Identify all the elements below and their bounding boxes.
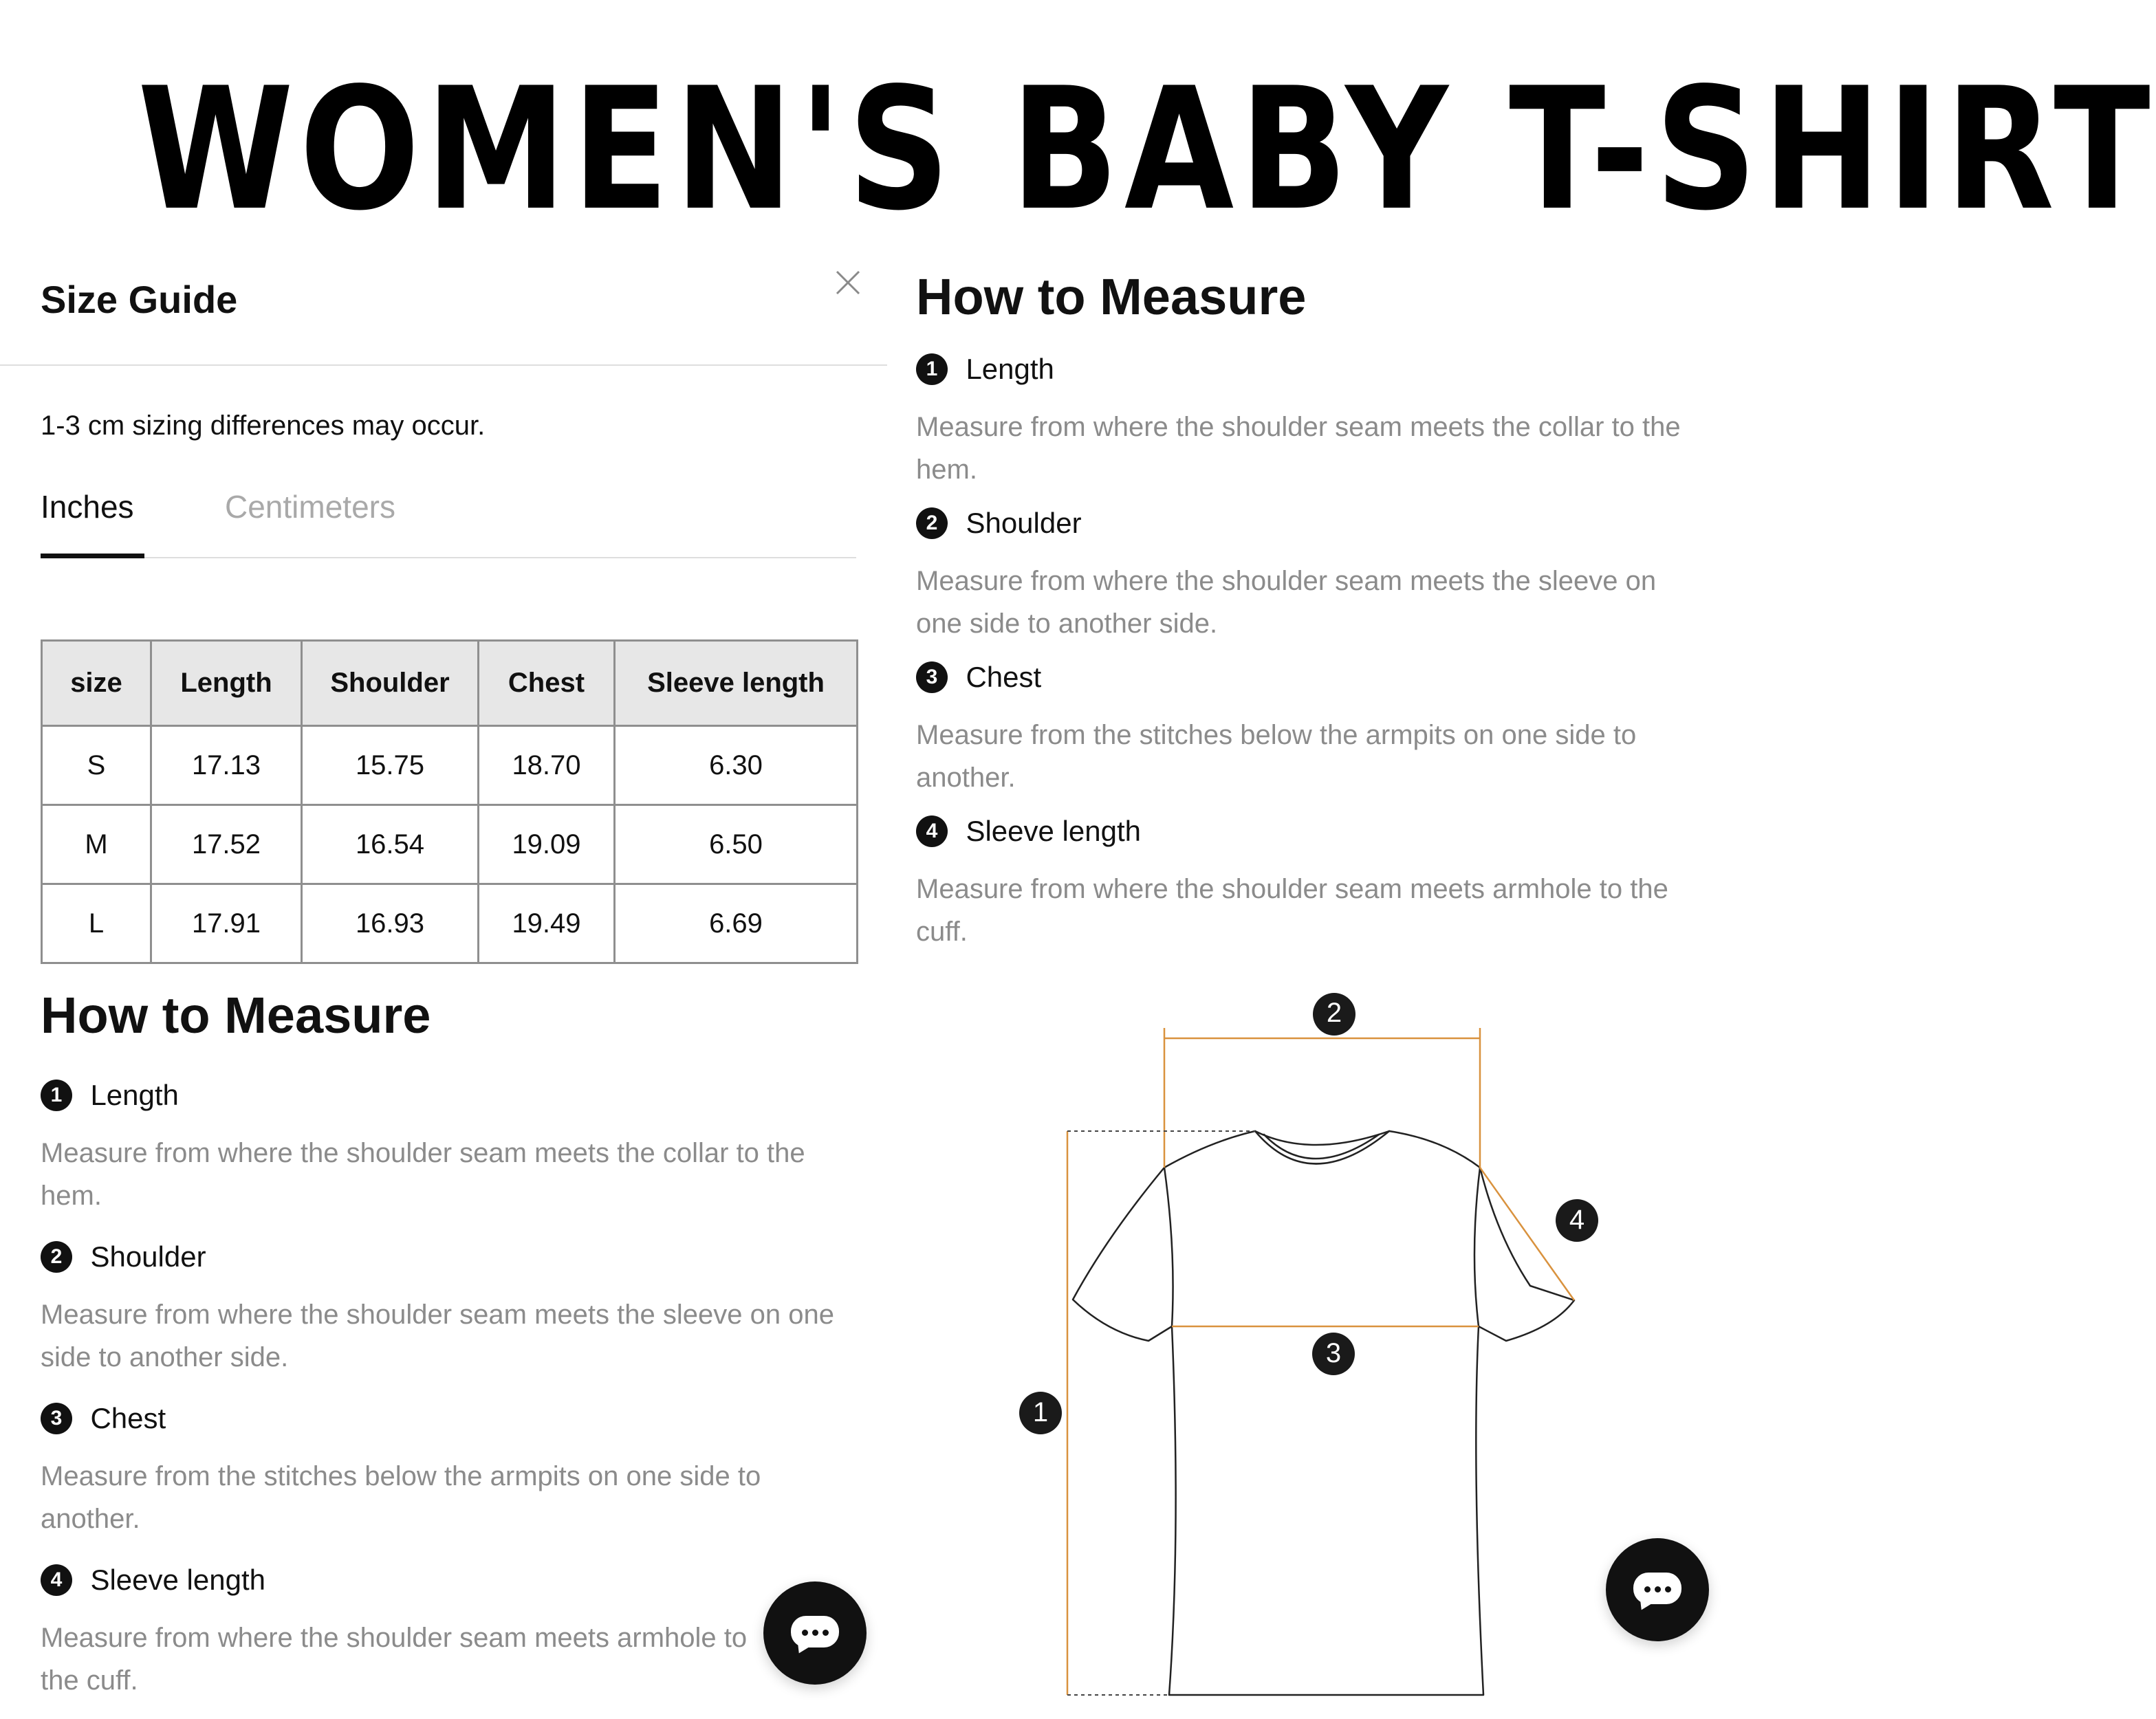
table-cell: 6.30 — [615, 726, 858, 805]
how-to-measure-heading: How to Measure — [41, 987, 431, 1044]
step-description: Measure from the stitches below the armpits on one side to another. — [41, 1461, 761, 1534]
measure-step-chest-right — [916, 661, 1041, 693]
size-guide-panel — [0, 248, 887, 1719]
step-description: Measure from where the shoulder seam meets the collar to the hem. — [41, 1138, 805, 1211]
size-guide-title: Size Guide — [41, 278, 238, 321]
step-description: Measure from where the shoulder seam meets the sleeve on one side to another side. — [916, 566, 1657, 639]
size-table — [41, 639, 858, 964]
how-to-measure-heading-right: How to Measure — [916, 268, 1307, 325]
step-title: Chest — [966, 661, 1042, 693]
tshirt-outline — [1073, 1131, 1574, 1695]
page-title: WOMEN'S BABY T-SHIRT — [138, 52, 2156, 248]
table-cell: 6.69 — [615, 884, 858, 963]
table-header-cell: Sleeve length — [615, 641, 858, 726]
chat-button[interactable] — [1606, 1538, 1709, 1641]
diagram-marker: 1 — [1032, 1397, 1049, 1427]
table-cell: 18.70 — [479, 726, 615, 805]
diagram-marker: 3 — [1325, 1338, 1342, 1368]
tab-inches[interactable]: Inches — [41, 489, 134, 525]
tshirt-right-sleeve-seam — [1474, 1168, 1480, 1326]
table-row — [42, 805, 858, 884]
step-title: Sleeve length — [966, 815, 1141, 847]
measure-step-length-right — [916, 353, 1054, 385]
table-cell: 6.50 — [615, 805, 858, 884]
measure-step-chest — [41, 1403, 166, 1434]
step-number-badge: 3 — [916, 661, 948, 693]
table-cell: 19.49 — [479, 884, 615, 963]
step-number-badge: 4 — [41, 1564, 72, 1596]
sizing-notice: 1-3 cm sizing differences may occur. — [41, 410, 486, 441]
measure-step-length — [41, 1080, 179, 1111]
step-description: Measure from where the shoulder seam meets the collar to the hem. — [916, 412, 1681, 485]
table-cell: 17.13 — [151, 726, 302, 805]
step-title: Shoulder — [90, 1240, 206, 1273]
measure-step-sleeve-length — [41, 1564, 265, 1596]
unit-tabs — [41, 488, 856, 558]
header-divider — [0, 364, 887, 366]
step-description: Measure from where the shoulder seam meets armhole to the cuff. — [41, 1623, 748, 1696]
table-header-row — [42, 641, 858, 726]
measure-step-shoulder-right — [916, 507, 1082, 539]
diagram-marker: 2 — [1326, 998, 1342, 1028]
close-icon[interactable] — [829, 263, 867, 302]
tshirt-measure-diagram — [949, 963, 1651, 1705]
table-header-cell: Chest — [479, 641, 615, 726]
table-cell: S — [42, 726, 151, 805]
step-description: Measure from where the shoulder seam meets armhole to the cuff. — [916, 874, 1668, 947]
table-cell: L — [42, 884, 151, 963]
table-header-cell: size — [42, 641, 151, 726]
table-row — [42, 726, 858, 805]
diagram-marker: 4 — [1569, 1205, 1585, 1235]
table-cell: 16.54 — [302, 805, 479, 884]
active-tab-indicator — [41, 554, 144, 558]
measure-step-shoulder — [41, 1241, 206, 1273]
step-description: Measure from the stitches below the armpits on one side to another. — [916, 720, 1637, 793]
measure-step-sleeve-length-right — [916, 815, 1141, 847]
step-title: Chest — [90, 1402, 166, 1434]
step-number-badge: 1 — [916, 353, 948, 385]
step-title: Sleeve length — [90, 1564, 265, 1596]
table-cell: 17.52 — [151, 805, 302, 884]
step-title: Length — [90, 1079, 179, 1111]
table-cell: 16.93 — [302, 884, 479, 963]
table-cell: 15.75 — [302, 726, 479, 805]
chat-button[interactable] — [763, 1581, 867, 1685]
table-cell: 17.91 — [151, 884, 302, 963]
step-title: Length — [966, 353, 1054, 385]
table-row — [42, 884, 858, 963]
step-number-badge: 2 — [41, 1241, 72, 1273]
step-description: Measure from where the shoulder seam meets the sleeve on one side to another side. — [41, 1300, 834, 1372]
step-title: Shoulder — [966, 507, 1082, 539]
step-number-badge: 2 — [916, 507, 948, 539]
table-header-cell: Length — [151, 641, 302, 726]
tab-centimeters[interactable]: Centimeters — [225, 489, 395, 525]
step-number-badge: 1 — [41, 1080, 72, 1111]
step-number-badge: 3 — [41, 1403, 72, 1434]
step-number-badge: 4 — [916, 815, 948, 847]
table-header-cell: Shoulder — [302, 641, 479, 726]
table-cell: M — [42, 805, 151, 884]
tshirt-left-sleeve-seam — [1164, 1168, 1173, 1326]
table-cell: 19.09 — [479, 805, 615, 884]
